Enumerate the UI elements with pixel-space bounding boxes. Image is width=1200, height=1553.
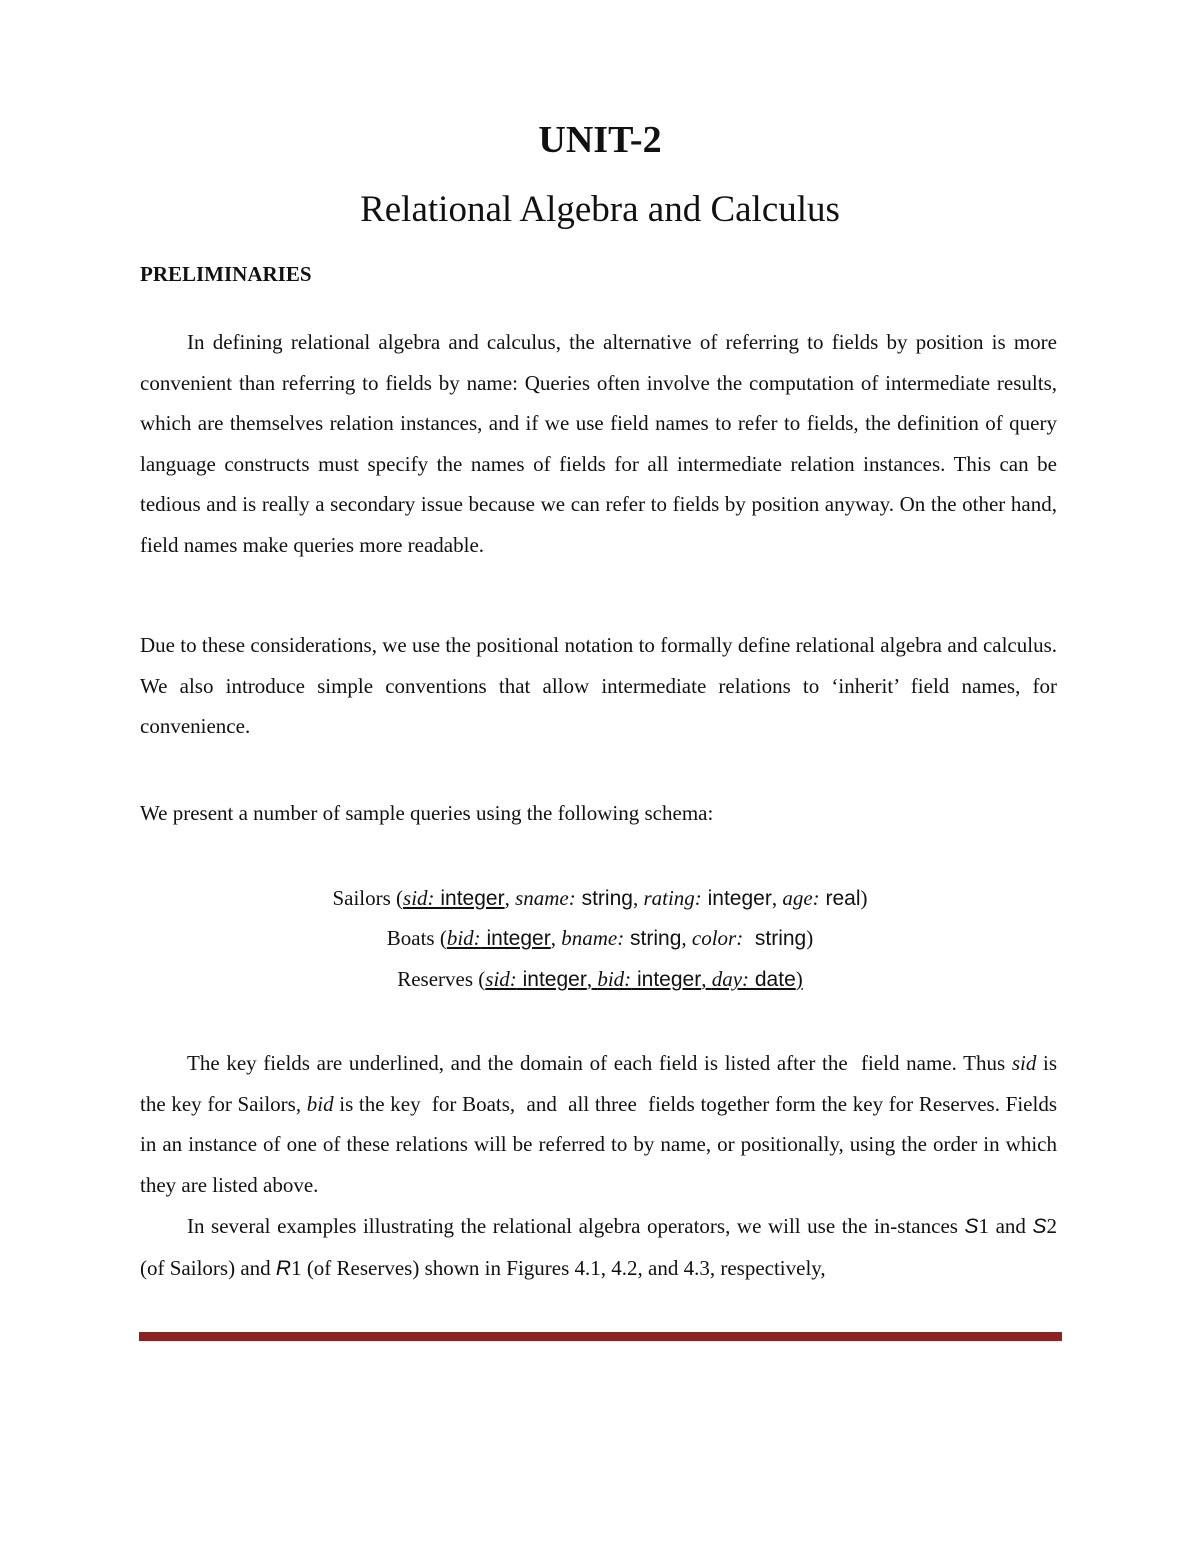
instance-number: 1 [978,1214,990,1238]
term-bid: bid [306,1091,334,1116]
paragraph-instances [140,1206,1057,1289]
key-field [403,886,505,910]
instance-number: 1 [291,1255,302,1280]
instance-number: 2 [1046,1214,1057,1238]
closing-paren: ) [860,886,868,910]
field-type: integer [434,887,505,910]
key-field [447,926,551,950]
separator: , [632,886,644,910]
relation-name: Sailors ( [332,886,404,910]
text-run: is the key for Boats, and all three fields together form the key for Reserves. Fields in an instance of one of these relations will be referred to by name, or positionally, using the order in which they are listed above. [140,1091,1063,1197]
field-name: day: [711,967,750,991]
text-run: (of Sailors) and [140,1255,276,1280]
field-name: bid: [446,926,481,950]
field-type: real [819,887,861,910]
text-run: The key fields are underlined, and the domain of each field is listed after the field name. Thus [187,1051,1012,1075]
section-heading: PRELIMINARIES [140,262,312,286]
term-sid: sid [1011,1051,1037,1075]
schema-reserves [0,959,1200,1000]
field-type: string [743,927,807,950]
schema-boats [0,918,1200,959]
field-name: bname: [561,926,625,950]
field-name: bid: [597,967,632,991]
paragraph-considerations: Due to these considerations, we use the positional notation to formally define relational algebra and calculus. We also introduce simple conventions that allow intermediate relations to ‘inherit’ field names, for convenience. [140,633,1057,738]
separator: , [550,926,562,950]
field-type: string [575,887,633,910]
instance-symbol: R [275,1256,292,1280]
footer-divider [139,1332,1062,1341]
text-run: and [989,1214,1033,1238]
text-run: (of Reserves) shown in Figures 4.1, 4.2, and 4.3, respectively, [301,1255,826,1280]
relation-name: Reserves ( [397,967,486,991]
field-name: rating: [643,886,702,910]
field-type: string [624,927,682,950]
page-subtitle: Relational Algebra and Calculus [360,189,840,230]
field-name: sid: [485,967,517,991]
closing-paren: ) [806,926,814,950]
field-type: integer [631,968,702,991]
field-type: integer [480,927,551,950]
instance-symbol: S [1032,1215,1047,1238]
field-type: date [749,968,796,991]
field-name: age: [782,886,820,910]
text-run: is the key for Sailors, [140,1051,1063,1116]
paragraph-schema-intro: We present a number of sample queries using the following schema: [140,801,714,825]
unit-title: UNIT-2 [538,119,662,161]
relation-name: Boats ( [386,926,447,950]
field-type: integer [701,887,772,910]
separator: , [701,967,712,991]
separator: , [586,967,598,991]
field-type: integer [516,968,587,991]
paragraph-key-fields [140,1043,1063,1205]
paragraph-positional-fields: In defining relational algebra and calculus, the alternative of referring to fields by position is more convenient than referring to fields by name: Queries often involve the computation of intermediate results, which are themselves relation instances, and if we use field names to refer to fields, the definition of query language constructs must specify the names of fields for all intermediate relation instances. This can be tedious and is really a secondary issue because we can refer to fields by position anyway. On the other hand, field names make queries more readable. [140,330,1057,557]
field-name: sid: [403,886,435,910]
closing-paren: ) [795,967,803,991]
field-name: color: [691,926,744,950]
text-run: In several examples illustrating the relational algebra operators, we will use the in-stances [187,1214,965,1238]
schema-sailors [0,878,1200,919]
key-fields [485,967,802,991]
separator: , [771,886,783,910]
instance-symbol: S [964,1215,979,1238]
field-name: sname: [515,886,576,910]
separator: , [681,926,692,950]
separator: , [504,886,516,910]
